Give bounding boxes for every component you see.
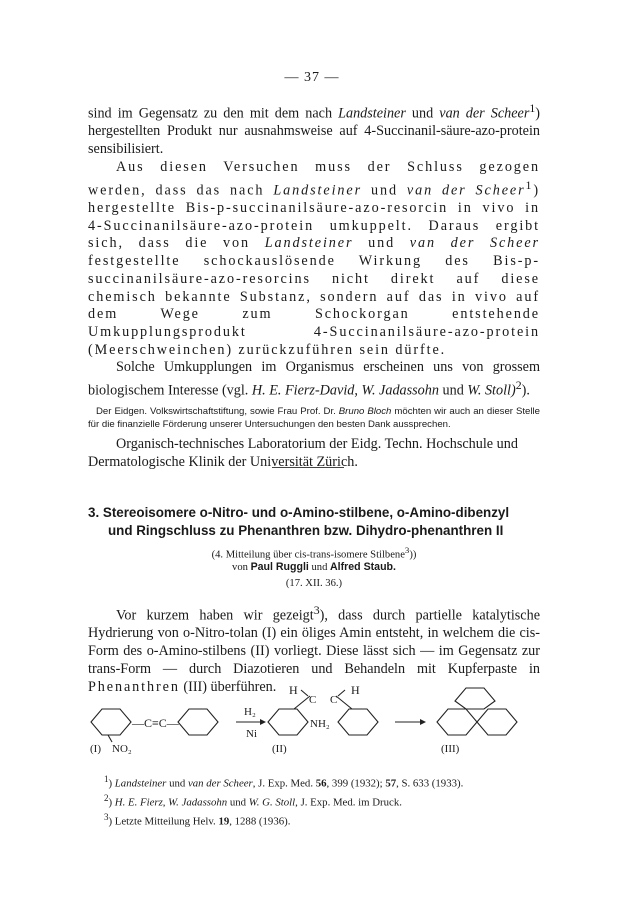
footnote: $^2$) H. E. Fierz, W. Jadassohn und W. G. Stoll, J. Exp. Med. im Druck.	[104, 793, 402, 809]
benzene-ring-icon	[338, 709, 378, 735]
text: W. G. Stoll	[248, 796, 296, 809]
benzene-ring-icon	[268, 709, 308, 735]
volume: 19	[218, 815, 230, 828]
hydrogen-label: H₂	[244, 706, 256, 718]
h-atom-label: H	[289, 683, 298, 697]
text: Letzte Mitteilung Helv.	[114, 815, 219, 828]
text: (III) überführen.	[179, 678, 277, 695]
text: und	[362, 182, 407, 199]
benzene-ring-icon	[477, 709, 517, 735]
volume: 57	[385, 777, 397, 790]
author-name: Landsteiner	[273, 182, 363, 199]
author-name: van der Scheer	[409, 235, 540, 252]
c-atom-label: C	[330, 694, 338, 706]
text: von	[232, 562, 251, 573]
article-date: (17. XII. 36.)	[285, 578, 343, 589]
text: van der Scheer	[187, 777, 253, 790]
text: und	[405, 105, 440, 122]
article-authors	[88, 560, 540, 575]
person-name: Bruno Bloch	[338, 406, 392, 418]
text: sind im Gegensatz zu den mit dem nach	[88, 105, 339, 122]
text: , J. Exp. Med. im Druck.	[295, 796, 402, 809]
text: ) hergestellte Bis-p-succinanilsäure-azo-resorcin in vivo in 4-Succinanilsäure-azo-protein umkuppelt. Daraus ergibt sich, dass die von	[88, 182, 540, 252]
benzene-ring-icon	[91, 709, 131, 735]
benzene-ring-icon	[437, 709, 477, 735]
text: ), dass durch partielle katalytische Hydrierung von o-Nitro-tolan (I) ein öliges Amin entsteht, in welchem die cis-Form des o-Amino-stilbens (II) vorliegt. Diese lässt sich — im Gegensatz zur trans-Form — durch Diazotieren und Behandeln mit Kupferpaste in	[88, 607, 540, 677]
author-name: Paul Ruggli	[250, 561, 309, 573]
text: , 399 (1932);	[326, 777, 386, 790]
text: festgestellte schockauslösende Wirkung des Bis-p-succinanilsäure-azo-resorcins nicht direkt auf diese chemisch bekannte Substanz, sondern auf das in vivo auf dem Wege zum Schockorgan entstehende Umkupplungsprodukt 4-Succinanilsäure-azo-protein (Meerschweinchen) zurückzuführen sein dürfte.	[88, 253, 540, 358]
compound-label-III: (III)	[441, 743, 460, 755]
author-name: van der Scheer	[439, 105, 530, 122]
text: und	[166, 777, 188, 790]
compound-name: Phenanthren	[88, 678, 180, 695]
text: , 1288 (1936).	[229, 815, 291, 828]
footnotes	[88, 772, 540, 829]
footnote: $^1$) Landsteiner und van der Scheer, J. Exp. Med. 56, 399 (1932); 57, S. 633 (1933).	[104, 774, 464, 790]
footnote-ref: 1	[529, 101, 536, 115]
title-line: 3. Stereoisomere o-Nitro- und o-Amino-stilbene, o-Amino-dibenzyl	[88, 505, 510, 520]
triple-bond-label: —C≡C—	[132, 716, 179, 730]
article-body	[88, 602, 540, 696]
author-name: W. Jadassohn	[361, 382, 439, 399]
footnote: $^3$) Letzte Mitteilung Helv. 19, 1288 (1936).	[104, 812, 291, 828]
text: ))	[409, 549, 417, 561]
title-line: und Ringschluss zu Phenanthren bzw. Dihydro-phenanthren II	[108, 523, 504, 538]
article-title	[88, 504, 540, 540]
benzene-ring-icon	[178, 709, 218, 735]
text: (4. Mitteilung über cis-trans-isomere Stilbene	[211, 549, 405, 561]
text: Solche Umkupplungen im Organismus erscheinen uns von grossem biologischem Interesse (vgl.	[88, 359, 540, 399]
amino-label: NH₂	[310, 718, 330, 730]
text: ).	[521, 382, 530, 399]
volume: 56	[315, 777, 327, 790]
footnote-number: 2	[104, 793, 109, 804]
author-name: van der Scheer	[406, 182, 526, 199]
text: H. E. Fierz, W. Jadassohn	[114, 796, 228, 809]
compound-label-II: (II)	[272, 743, 287, 755]
section-divider	[272, 467, 344, 468]
footnote-ref: 1	[525, 177, 534, 192]
text: Aus diesen Versuchen muss der Schluss gezogen werden, dass das nach	[88, 158, 540, 199]
footnote-ref: 3	[404, 545, 410, 555]
author-name: Landsteiner	[338, 105, 406, 122]
text: Landsteiner	[114, 777, 167, 790]
text: und	[308, 562, 331, 573]
footnote-ref: 2	[515, 378, 522, 393]
catalyst-label: Ni	[246, 728, 257, 740]
page-number: — 37 —	[284, 70, 340, 85]
nitro-bond	[108, 735, 112, 742]
paragraph-1	[88, 100, 540, 159]
author-name: Alfred Staub.	[330, 561, 396, 573]
footnote-ref: 3	[313, 603, 320, 617]
nitro-label: NO₂	[112, 743, 132, 755]
body-column	[88, 100, 540, 471]
arrow-head-icon	[260, 719, 266, 725]
author-name: W. Stoll)	[467, 382, 516, 399]
institution: Organisch-technisches Laboratorium der Eidg. Techn. Hochschule und Dermatologische Klinik der Universität Zürich.	[88, 436, 518, 470]
text: Der Eidgen. Volkswirtschaftstiftung, sowie Frau Prof. Dr.	[96, 406, 339, 418]
carbon-to-ring-bond	[336, 696, 352, 709]
compound-label-I: (I)	[90, 743, 101, 755]
text: , S. 633 (1933).	[396, 777, 464, 790]
arrow-head-icon	[420, 719, 426, 725]
paragraph-3	[88, 359, 540, 400]
ring-to-carbon-bond	[294, 696, 310, 709]
text: ) hergestellten Produkt nur ausnahmsweise auf 4-Succinanil-säure-azo-protein sensibilisiert.	[88, 105, 541, 158]
c-atom-label: C	[309, 694, 317, 706]
text: und	[438, 382, 468, 399]
text: möchten wir auch an dieser Stelle für die finanzielle Förderung unserer Untersuchungen den besten Dank aussprechen.	[88, 406, 540, 431]
footnote-number: 3	[104, 812, 109, 823]
author-name: Landsteiner	[264, 235, 354, 252]
author-name: H. E. Fierz-David	[251, 382, 355, 399]
text: und	[227, 796, 249, 809]
paragraph-4	[88, 602, 540, 696]
h-atom-label: H	[351, 683, 360, 697]
paragraph-2	[88, 159, 540, 359]
text: Vor kurzem haben wir gezeigt	[116, 607, 314, 624]
footnote-number: 1	[104, 774, 109, 784]
text: , J. Exp. Med.	[252, 777, 316, 790]
acknowledgement	[88, 405, 540, 431]
text: und	[353, 235, 410, 252]
text: ,	[354, 382, 362, 399]
